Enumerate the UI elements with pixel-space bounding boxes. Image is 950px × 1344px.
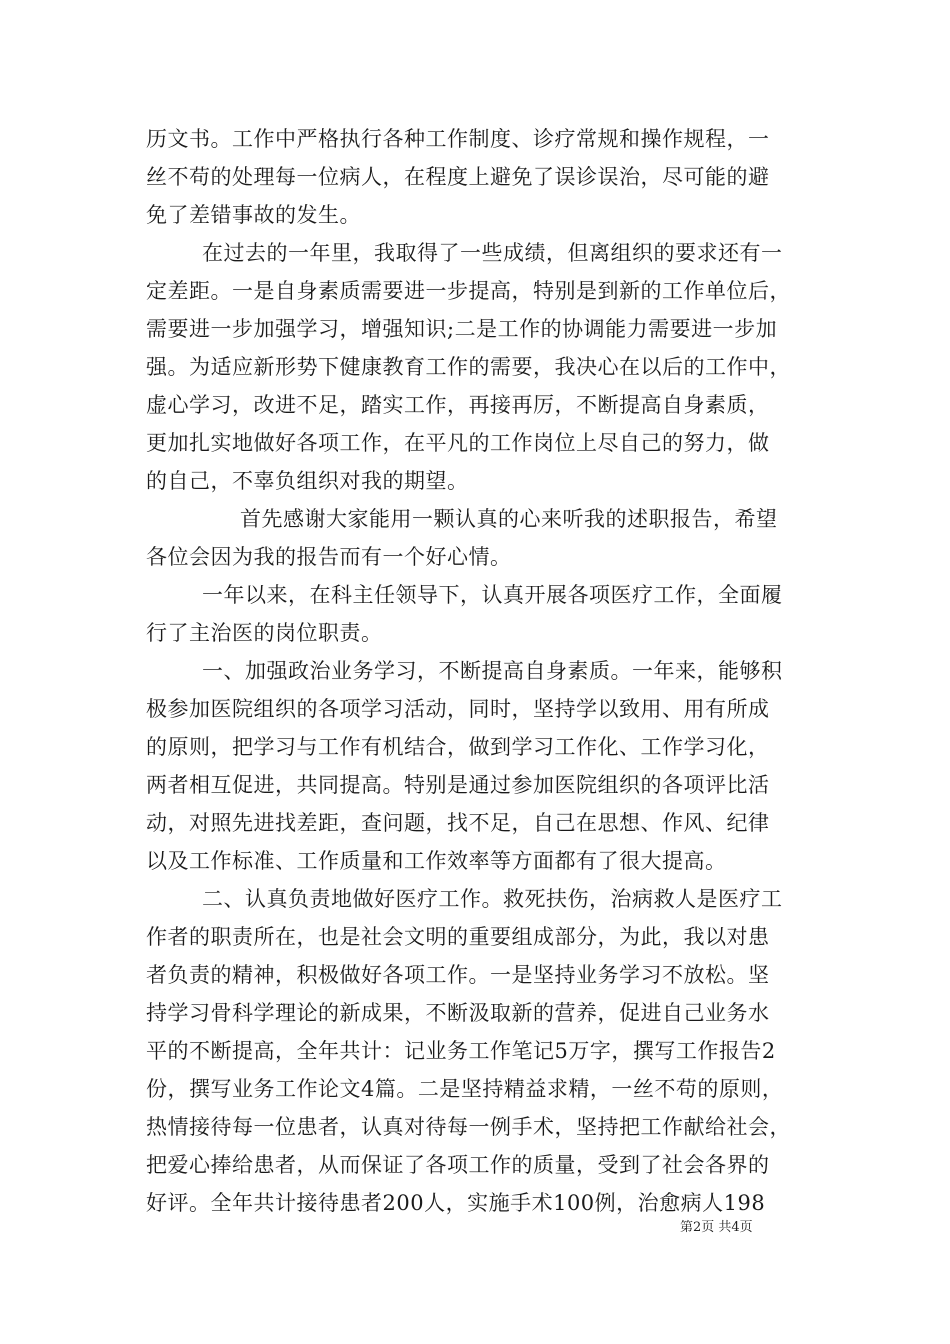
text-line: 的原则，把学习与工作有机结合，做到学习工作化、工作学习化， [146, 735, 770, 759]
text-line: 作者的职责所在，也是社会文明的重要组成部分，为此，我以对患 [146, 925, 770, 949]
text-line: 平的不断提高，全年共计：记业务工作笔记5万字，撰写工作报告2 [146, 1039, 776, 1063]
text-line: 各位会因为我的报告而有一个好心情。 [146, 545, 512, 569]
text-line: 热情接待每一位患者，认真对待每一例手术，坚持把工作献给社会， [146, 1115, 791, 1139]
text-line: 持学习骨科学理论的新成果，不断汲取新的营养，促进自己业务水 [146, 1001, 770, 1025]
text-line: 动，对照先进找差距，查问题，找不足，自己在思想、作风、纪律 [146, 811, 770, 835]
text-line: 免了差错事故的发生。 [146, 203, 361, 227]
text-line: 行了主治医的岗位职责。 [146, 621, 383, 645]
text-line: 强。为适应新形势下健康教育工作的需要，我决心在以后的工作中， [146, 355, 791, 379]
text-line: 好评。全年共计接待患者200人，实施手术100例，治愈病人198 [146, 1191, 766, 1215]
text-line: 更加扎实地做好各项工作，在平凡的工作岗位上尽自己的努力，做 [146, 431, 770, 455]
text-line: 以及工作标准、工作质量和工作效率等方面都有了很大提高。 [146, 849, 727, 873]
text-line: 一年以来，在科主任领导下，认真开展各项医疗工作，全面履 [202, 583, 783, 607]
text-line: 首先感谢大家能用一颗认真的心来听我的述职报告，希望 [240, 507, 778, 531]
text-line: 二、认真负责地做好医疗工作。救死扶伤，治病救人是医疗工 [202, 887, 783, 911]
text-line: 历文书。工作中严格执行各种工作制度、诊疗常规和操作规程，一 [146, 127, 770, 151]
text-line: 丝不苟的处理每一位病人，在程度上避免了误诊误治，尽可能的避 [146, 165, 770, 189]
text-line: 虚心学习，改进不足，踏实工作，再接再厉，不断提高自身素质， [146, 393, 770, 417]
text-line: 的自己，不辜负组织对我的期望。 [146, 469, 469, 493]
text-line: 份，撰写业务工作论文4篇。二是坚持精益求精，一丝不苟的原则， [146, 1077, 784, 1101]
text-line: 在过去的一年里，我取得了一些成绩，但离组织的要求还有一 [202, 241, 783, 265]
text-line: 把爱心捧给患者，从而保证了各项工作的质量，受到了社会各界的 [146, 1153, 770, 1177]
page-number: 第2页 共4页 [680, 1220, 753, 1235]
document-body [146, 120, 808, 1222]
text-line: 需要进一步加强学习，增强知识;二是工作的协调能力需要进一步加 [146, 317, 778, 341]
text-line: 极参加医院组织的各项学习活动，同时，坚持学以致用、用有所成 [146, 697, 770, 721]
text-line: 两者相互促进，共同提高。特别是通过参加医院组织的各项评比活 [146, 773, 770, 797]
text-line: 者负责的精神，积极做好各项工作。一是坚持业务学习不放松。坚 [146, 963, 770, 987]
text-line: 一、加强政治业务学习，不断提高自身素质。一年来，能够积 [202, 659, 783, 683]
text-line: 定差距。一是自身素质需要进一步提高，特别是到新的工作单位后， [146, 279, 791, 303]
